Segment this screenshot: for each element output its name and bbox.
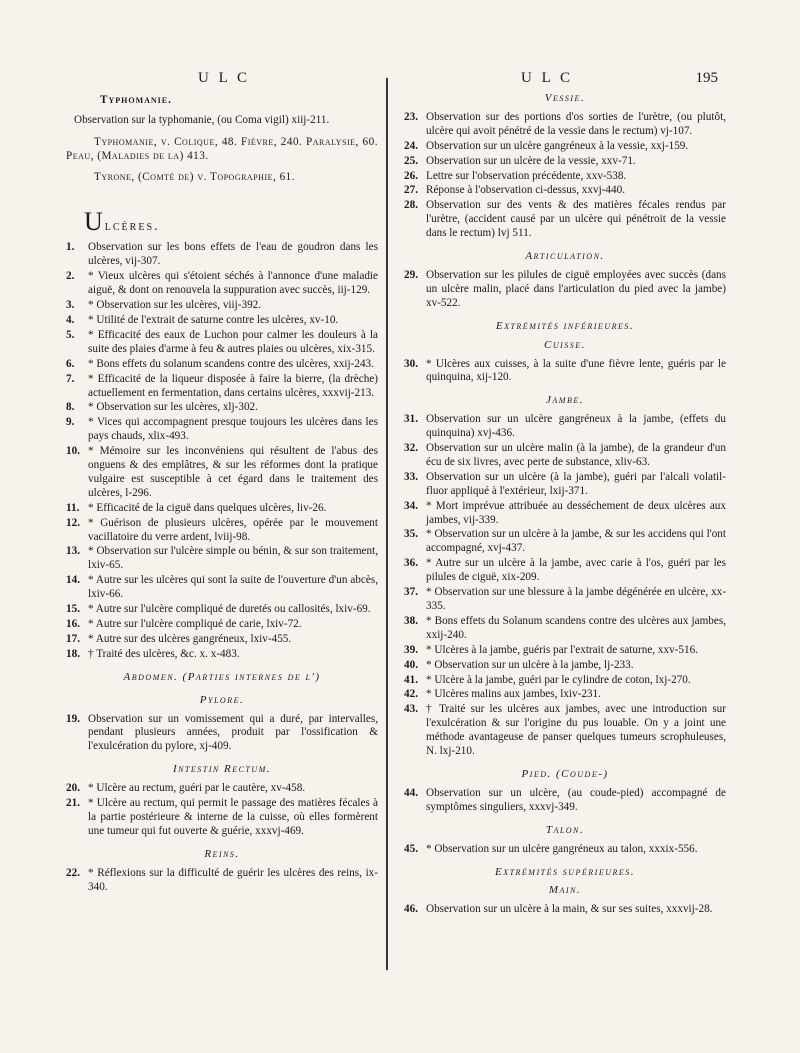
entry-text: * Réflexions sur la difficulté de guérir les ulcères des reins, ix-340. — [88, 866, 378, 893]
entry-text: † Traité sur les ulcères aux jambes, avec une introduction sur l'exulcération & sur l'origine du pus louable. On y a joint une méthode avantageuse de panser quelques tumeurs scrophuleuses, N. lxj-210. — [426, 703, 726, 758]
entry-text: * Autre sur l'ulcère compliqué de duretés ou callosités, lxiv-69. — [88, 603, 371, 616]
entry-number: 46. — [404, 903, 418, 916]
entry-number: 27. — [404, 184, 418, 197]
list-item — [66, 713, 378, 755]
entry-text: Observation sur des vents & des matières fécales rendus par l'urètre, (accident causé par un ulcère qui pénétroit de la vessie dans le rectum) lvj 511. — [426, 199, 726, 240]
entry-number: 20. — [66, 782, 80, 795]
entry-number: 38. — [404, 614, 418, 627]
entry-text: * Observation sur les ulcères, xlj-302. — [88, 401, 258, 414]
list-item — [404, 674, 726, 688]
list-item — [404, 787, 726, 815]
list-item — [66, 633, 378, 647]
entry-text: * Efficacité de la ciguë dans quelques ulcères, liv-26. — [88, 501, 327, 514]
entry-number: 1. — [66, 241, 75, 254]
entry-text: Observation sur des portions d'os sorties de l'urètre, (ou plutôt, ulcère qui avoit pénétré de la vessie dans le rectum) vj-107. — [426, 110, 726, 137]
list-item — [404, 358, 726, 386]
entry-number: 39. — [404, 643, 418, 656]
entry-number: 28. — [404, 199, 418, 212]
entry-number: 15. — [66, 603, 80, 616]
section-head-pylore: Pylore. — [199, 693, 245, 706]
section-head-intestin: Intestin Rectum. — [172, 763, 272, 776]
list-item — [404, 586, 726, 614]
list-item — [404, 659, 726, 673]
entry-text: * Efficacité de la liqueur disposée à faire la bierre, (la drèche) actuellement en fermentation, dans certains ulcères, xxxvij-213. — [88, 372, 378, 399]
entry-text: * Observation sur une blessure à la jambe dégénérée en ulcère, xx-335. — [426, 586, 726, 612]
entry-text: * Observation sur un ulcère gangréneux au talon, xxxix-556. — [426, 842, 698, 855]
entry-text: Observation sur un ulcère gangréneux à la jambe, (effets du quinquina) xvj-436. — [426, 413, 726, 440]
list-item — [66, 299, 378, 313]
section-head-extremites-superieures: Extrémités supérieures. — [494, 865, 636, 878]
entry-text: * Autre sur un ulcère à la jambe, avec carie à l'os, guéri par les pilules de ciguë, xix-209. — [426, 557, 726, 584]
entry-number: 43. — [404, 703, 418, 716]
list-item — [404, 644, 726, 658]
entry-number: 19. — [66, 712, 80, 725]
section-head-main: Main. — [548, 884, 582, 897]
entry-text: * Mémoire sur les inconvéniens qui résultent de l'abus des onguens & des emplâtres, & sur les réformes dont la pratique vulgaire est susceptible à cet égard dans le traitement des ulcères, l-296. — [88, 445, 378, 499]
running-head-left: U L C — [198, 70, 250, 86]
section-head-reins: Reins. — [204, 847, 240, 860]
entry-number: 37. — [404, 586, 418, 599]
entry-number: 18. — [66, 647, 80, 660]
list-item — [404, 903, 726, 917]
section-head-articulation: Articulation. — [525, 250, 605, 263]
list-item — [404, 140, 726, 154]
list-item — [404, 500, 726, 528]
list-item — [404, 155, 726, 169]
list-item — [404, 184, 726, 198]
entry-text: * Vieux ulcères qui s'étoient séchés à l'annonce d'une maladie aiguë, & dont on renouvela la suppuration avec succès, iij-129. — [88, 270, 378, 297]
entry-text: * Autre sur des ulcères gangréneux, lxiv-455. — [88, 632, 292, 645]
entry-number: 2. — [66, 270, 75, 283]
list-item — [66, 618, 378, 632]
list-item — [66, 782, 378, 796]
section-head-abdomen: Abdomen. (Parties internes de l') — [123, 670, 321, 683]
entry-text: Observation sur un ulcère gangréneux à la vessie, xxj-159. — [426, 139, 689, 152]
entry-number: 23. — [404, 110, 418, 123]
entry-text: * Ulcère à la jambe, guéri par le cylindre de coton, lxj-270. — [426, 673, 691, 686]
list-item — [66, 416, 378, 444]
entry-number: 32. — [404, 442, 418, 455]
entry-text: * Observation sur les ulcères, viij-392. — [88, 299, 262, 312]
typhomanie-title: Typhomanie. — [100, 94, 172, 106]
entry-text: Observation sur un ulcère (à la jambe), guéri par l'alcali volatil-fluor appliqué à l'extérieur, lxij-371. — [426, 470, 726, 497]
entry-number: 21. — [66, 797, 80, 810]
list-item — [66, 502, 378, 516]
list-item — [404, 528, 726, 556]
entry-number: 35. — [404, 528, 418, 541]
entry-number: 10. — [66, 445, 80, 458]
entry-number: 30. — [404, 357, 418, 370]
tyrone-crossref: Tyrone, (Comté de) v. Topographie, 61. — [94, 170, 296, 183]
entry-number: 44. — [404, 786, 418, 799]
list-item — [66, 401, 378, 415]
entry-number: 33. — [404, 470, 418, 483]
running-head-right: U L C — [521, 70, 573, 86]
entry-text: Observation sur un ulcère, (au coude-pied) accompagné de symptômes singuliers, xxxvj-349. — [426, 786, 726, 813]
entry-text: Observation sur un vomissement qui a duré, par intervalles, pendant plusieurs années, produit par l'ossification & l'exulcération du pylore, xj-409. — [88, 712, 378, 753]
list-item — [404, 557, 726, 585]
column-divider — [386, 78, 388, 970]
list-item — [66, 270, 378, 298]
list-item — [66, 574, 378, 602]
entry-number: 7. — [66, 372, 75, 385]
list-item — [404, 688, 726, 702]
entry-text: Observation sur un ulcère de la vessie, xxv-71. — [426, 154, 636, 167]
entry-number: 6. — [66, 357, 75, 370]
entry-number: 9. — [66, 416, 75, 429]
entry-number: 14. — [66, 574, 80, 587]
list-item — [404, 413, 726, 441]
list-item — [404, 843, 726, 857]
section-title-ulceres — [84, 206, 378, 236]
entry-number: 3. — [66, 299, 75, 312]
section-title-rest: lcères. — [104, 218, 160, 234]
entry-text: Observation sur les pilules de ciguë employées avec succès (dans un ulcère malin, placé dans l'articulation du pied avec la jambe) xv-522. — [426, 268, 726, 309]
entry-number: 17. — [66, 632, 80, 645]
entry-number: 22. — [66, 866, 80, 879]
entry-text: * Autre sur les ulcères qui sont la suite de l'ouverture d'un abcès, lxiv-66. — [88, 574, 378, 601]
entry-text: * Ulcère au rectum, qui permit le passage des matières fécales à la partie postérieure & interne de la cuisse, où elles formèrent une tumeur qui fut ouverte & guérie, xxxvj-469. — [88, 797, 378, 837]
typhomanie-crossref: Typhomanie, v. Colique, 48. Fièvre, 240. Paralysie, 60. Peau, (Maladies de la) 413. — [66, 135, 378, 162]
left-column — [66, 90, 378, 896]
list-item — [404, 703, 726, 759]
entry-text: * Efficacité des eaux de Luchon pour calmer les douleurs à la suite des plaies d'arme à feu & autres plaies ou ulcères, xix-315. — [88, 328, 378, 355]
ulceres-entry-list — [66, 241, 378, 661]
list-item — [66, 867, 378, 895]
typhomanie-entry: Observation sur la typhomanie, (ou Coma vigil) xiij-211. — [74, 113, 330, 126]
section-head-extremites-inferieures: Extrémités inférieures. — [495, 319, 635, 332]
entry-number: 5. — [66, 328, 75, 341]
entry-text: Observation sur les bons effets de l'eau de goudron dans les ulcères, vij-307. — [88, 241, 378, 268]
entry-number: 12. — [66, 516, 80, 529]
entry-text: † Traité des ulcères, &c. x. x-483. — [88, 647, 240, 660]
list-item — [66, 445, 378, 501]
entry-text: Réponse à l'observation ci-dessus, xxvj-440. — [426, 184, 626, 197]
entry-text: * Mort imprévue attribuée au desséchement de deux ulcères aux jambes, vij-339. — [426, 499, 726, 526]
entry-text: * Vices qui accompagnent presque toujours les ulcères dans les pays chauds, xlix-493. — [88, 416, 378, 443]
entry-text: * Bons effets du Solanum scandens contre des ulcères aux jambes, xxij-240. — [426, 614, 726, 641]
entry-number: 34. — [404, 499, 418, 512]
list-item — [66, 358, 378, 372]
list-item — [66, 314, 378, 328]
page-number: 195 — [695, 70, 718, 86]
entry-text: * Guérison de plusieurs ulcères, opérée par le mouvement vacillatoire du verre ardent, lviij-98. — [88, 516, 378, 543]
list-item — [404, 199, 726, 241]
entry-number: 8. — [66, 401, 75, 414]
entry-number: 4. — [66, 313, 75, 326]
section-head-talon: Talon. — [545, 823, 585, 836]
list-item — [404, 111, 726, 139]
list-item — [404, 442, 726, 470]
entry-text: * Bons effets du solanum scandens contre des ulcères, xxij-243. — [88, 357, 374, 370]
entry-text: * Autre sur l'ulcère compliqué de carie, lxiv-72. — [88, 618, 302, 630]
entry-text: * Observation sur l'ulcère simple ou bénin, & sur son traitement, lxiv-65. — [88, 545, 378, 572]
entry-number: 26. — [404, 169, 418, 182]
list-item — [404, 471, 726, 499]
entry-number: 45. — [404, 842, 418, 855]
list-item — [66, 373, 378, 401]
entry-number: 11. — [66, 501, 80, 514]
list-item — [66, 603, 378, 617]
entry-number: 24. — [404, 139, 418, 152]
entry-number: 13. — [66, 545, 80, 558]
list-item — [66, 329, 378, 357]
list-item — [404, 269, 726, 311]
entry-number: 41. — [404, 673, 418, 686]
list-item — [66, 517, 378, 545]
entry-number: 40. — [404, 658, 418, 671]
section-head-jambe: Jambe. — [546, 394, 584, 407]
list-item — [66, 797, 378, 839]
entry-number: 16. — [66, 618, 80, 630]
list-item — [404, 615, 726, 643]
entry-number: 42. — [404, 688, 418, 701]
entry-number: 36. — [404, 557, 418, 570]
entry-number: 31. — [404, 413, 418, 426]
section-head-vessie: Vessie. — [544, 92, 586, 104]
list-item — [66, 545, 378, 573]
entry-text: * Observation sur un ulcère à la jambe, lj-233. — [426, 658, 634, 671]
entry-text: Observation sur un ulcère à la main, & sur ses suites, xxxvij-28. — [426, 903, 713, 916]
list-item — [404, 170, 726, 184]
entry-text: * Ulcères malins aux jambes, lxiv-231. — [426, 688, 601, 701]
entry-text: * Ulcères à la jambe, guéris par l'extrait de saturne, xxv-516. — [426, 643, 698, 656]
entry-text: * Ulcères aux cuisses, à la suite d'une fièvre lente, guéris par le quinquina, xij-120. — [426, 357, 726, 384]
entry-text: * Ulcère au rectum, guéri par le cautère, xv-458. — [88, 782, 306, 795]
list-item — [66, 648, 378, 662]
entry-number: 29. — [404, 268, 418, 281]
drop-initial: U — [84, 206, 105, 236]
entry-text: Observation sur un ulcère malin (à la jambe), de la grandeur d'un écu de six livres, avec perte de substance, xliv-63. — [426, 442, 726, 468]
entry-text: * Utilité de l'extrait de saturne contre les ulcères, xv-10. — [88, 313, 339, 326]
entry-text: * Observation sur un ulcère à la jambe, & sur les accidens qui l'ont accompagné, xvj-437. — [426, 528, 726, 555]
entry-number: 25. — [404, 154, 418, 167]
entry-text: Lettre sur l'observation précédente, xxv-538. — [426, 169, 627, 182]
section-head-pied: Pied. (Coude-) — [521, 767, 609, 780]
section-head-cuisse: Cuisse. — [544, 338, 586, 351]
list-item — [66, 241, 378, 269]
right-column — [404, 90, 726, 918]
